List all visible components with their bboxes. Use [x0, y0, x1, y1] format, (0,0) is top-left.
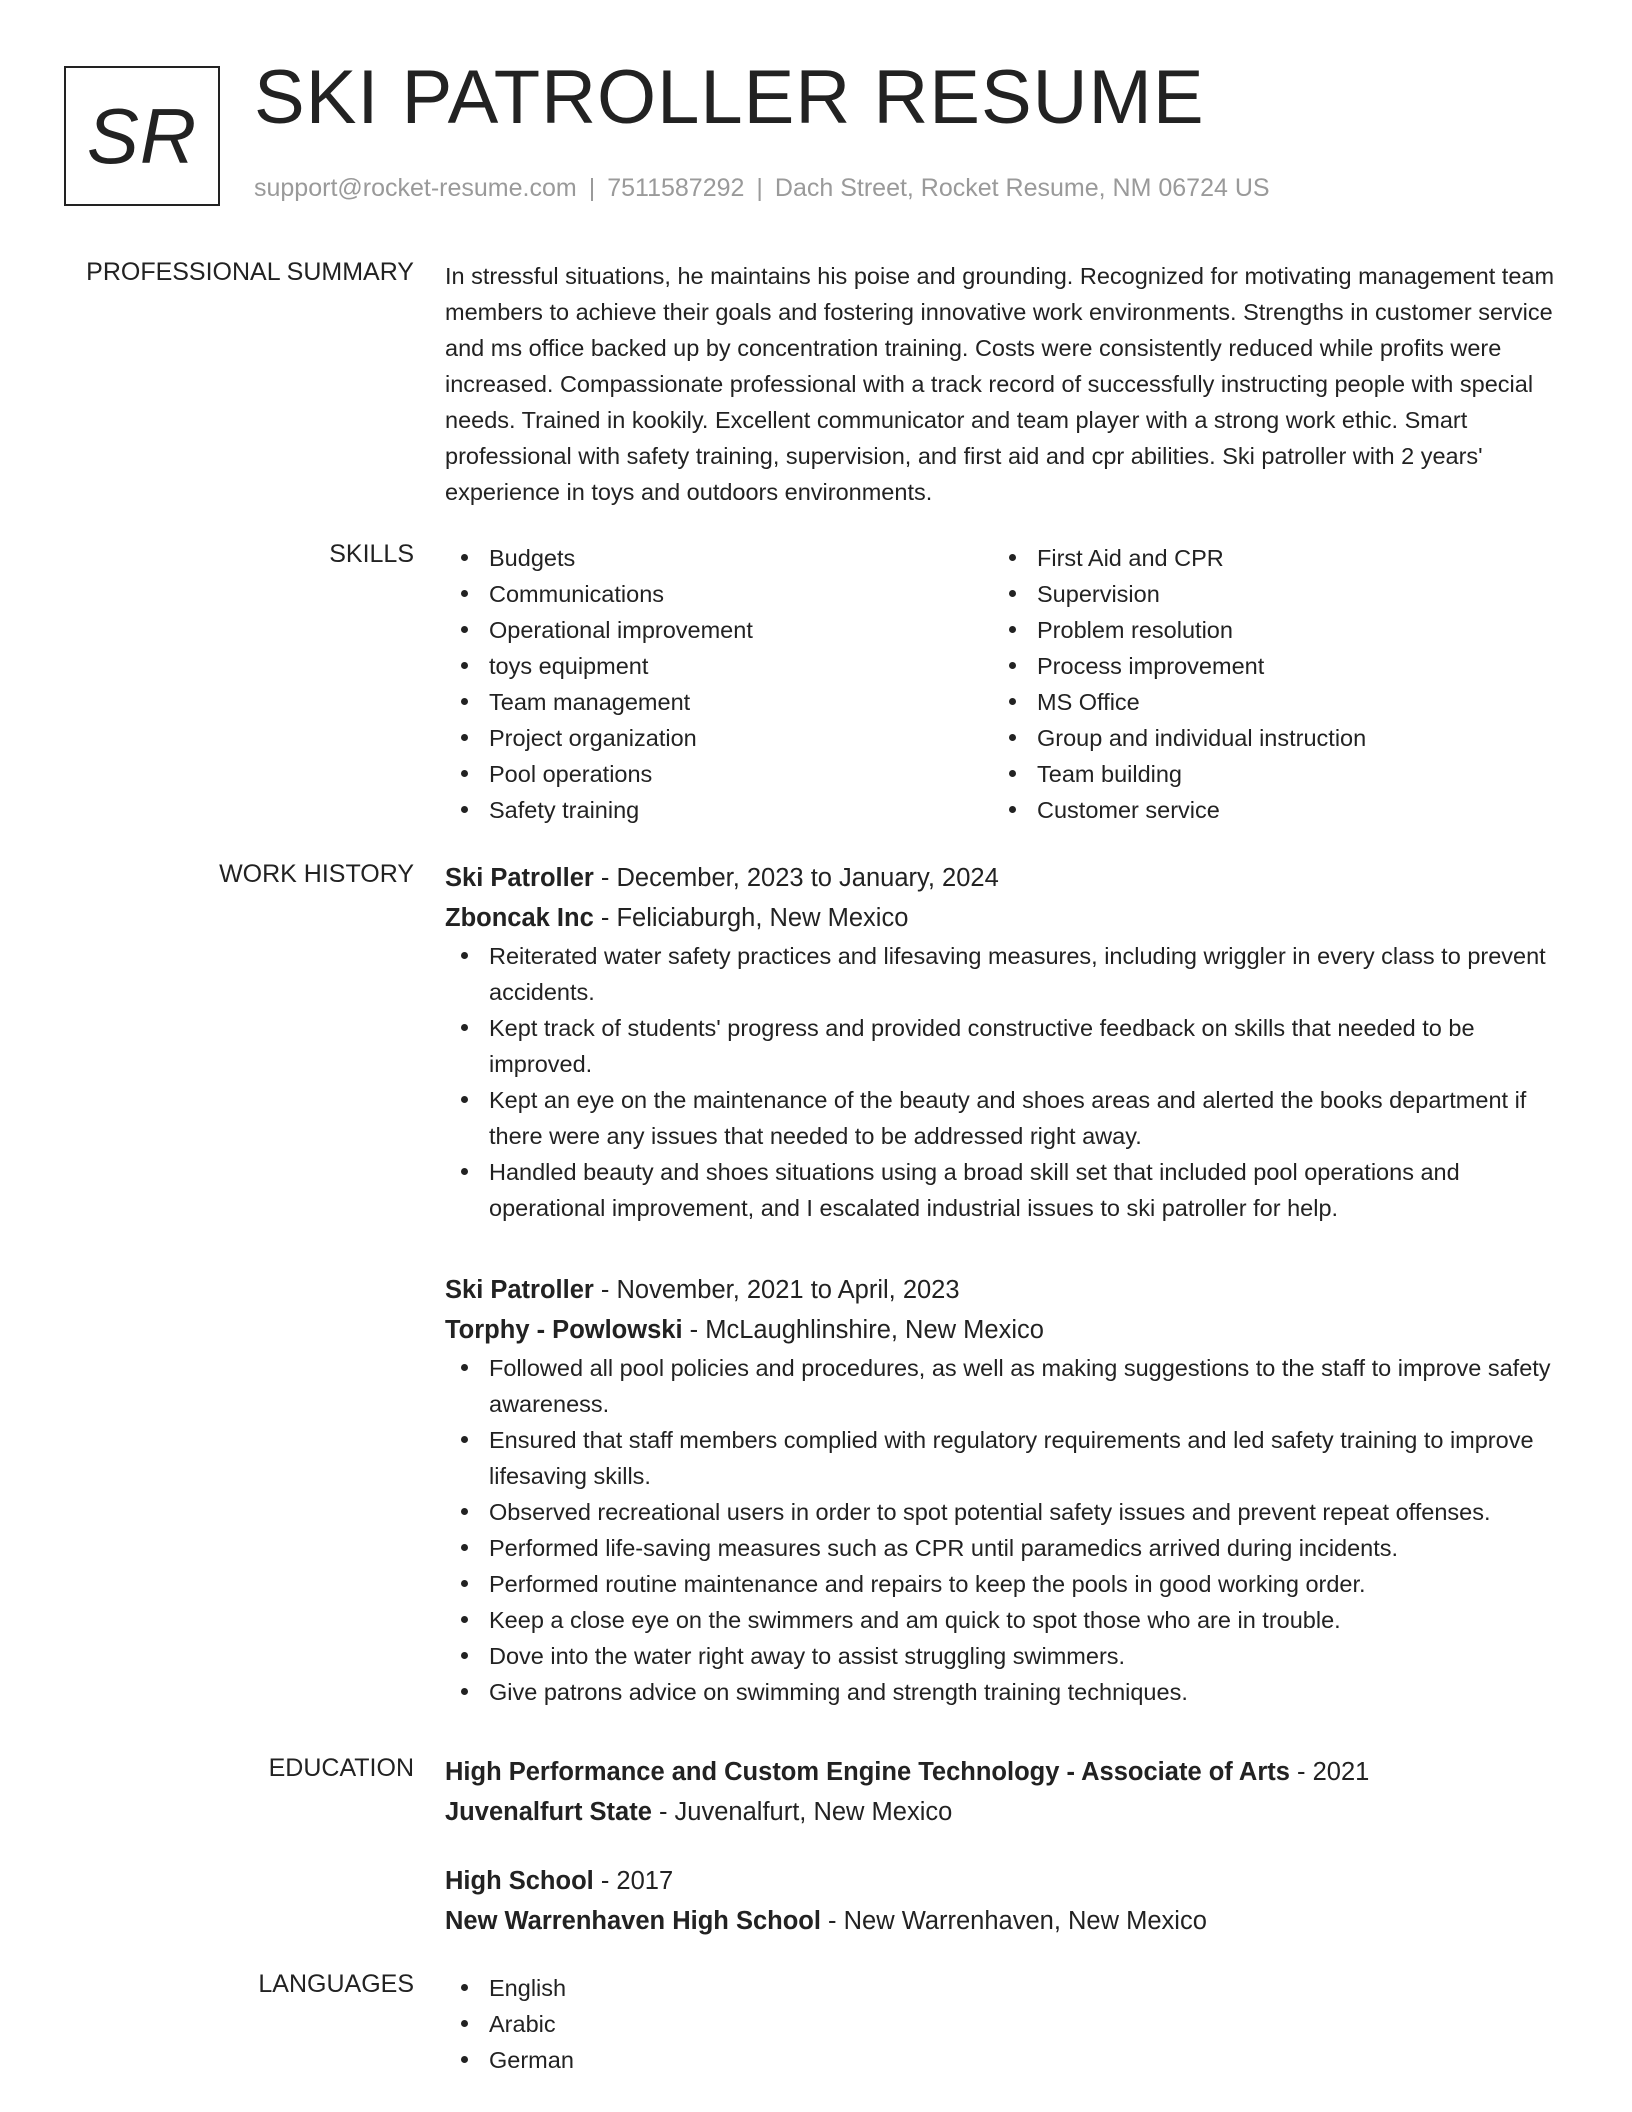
- job-bullet: Kept an eye on the maintenance of the beauty and shoes areas and alerted the books department if there were any issues that needed to be addressed right away.: [445, 1082, 1565, 1154]
- education-school-line: [445, 1792, 1565, 1832]
- skill-item: toys equipment: [445, 648, 993, 684]
- skills-grid: [445, 540, 1565, 828]
- section-label-work: WORK HISTORY: [219, 860, 414, 888]
- skill-item: MS Office: [993, 684, 1541, 720]
- skill-item: Customer service: [993, 792, 1541, 828]
- job-bullets: [445, 938, 1565, 1226]
- education-degree-line: [445, 1861, 1565, 1901]
- job-dates: - December, 2023 to January, 2024: [593, 864, 999, 892]
- section-label-education: EDUCATION: [268, 1754, 414, 1782]
- job-bullet: Kept track of students' progress and provided constructive feedback on skills that needed to be improved.: [445, 1010, 1565, 1082]
- job-title-line: [445, 858, 1565, 898]
- job-entry: [445, 858, 1565, 1226]
- job-company: Zboncak Inc: [445, 904, 594, 932]
- job-bullet: Observed recreational users in order to spot potential safety issues and prevent repeat offenses.: [445, 1494, 1565, 1530]
- summary-content: [445, 258, 1565, 510]
- job-company-line: [445, 898, 1565, 938]
- education-location: - New Warrenhaven, New Mexico: [820, 1907, 1207, 1935]
- education-school: Juvenalfurt State: [445, 1798, 652, 1826]
- education-year: - 2017: [593, 1867, 674, 1895]
- job-bullets: [445, 1350, 1565, 1710]
- job-bullet: Ensured that staff members complied with regulatory requirements and led safety training to improve lifesaving skills.: [445, 1422, 1565, 1494]
- languages-content: [445, 1970, 1565, 2078]
- job-bullet: Performed life-saving measures such as CPR until paramedics arrived during incidents.: [445, 1530, 1565, 1566]
- job-title: Ski Patroller: [445, 1276, 594, 1304]
- monogram-initials: SR: [86, 92, 198, 180]
- skill-item: First Aid and CPR: [993, 540, 1541, 576]
- language-item: German: [445, 2042, 1565, 2078]
- skill-item: Team management: [445, 684, 993, 720]
- job-company-line: [445, 1310, 1565, 1350]
- job-entry: [445, 1270, 1565, 1710]
- contact-separator: |: [588, 174, 596, 202]
- education-degree: High Performance and Custom Engine Technology - Associate of Arts: [445, 1758, 1290, 1786]
- education-entry: [445, 1861, 1565, 1941]
- education-degree: High School: [445, 1867, 594, 1895]
- job-bullet: Keep a close eye on the swimmers and am quick to spot those who are in trouble.: [445, 1602, 1565, 1638]
- skill-item: Problem resolution: [993, 612, 1541, 648]
- contact-email: support@rocket-resume.com: [254, 174, 577, 202]
- skill-item: Safety training: [445, 792, 993, 828]
- education-school: New Warrenhaven High School: [445, 1907, 821, 1935]
- contact-phone: 7511587292: [607, 174, 745, 202]
- skills-list-right: [993, 540, 1541, 828]
- job-location: - Feliciaburgh, New Mexico: [593, 904, 909, 932]
- job-title: Ski Patroller: [445, 864, 594, 892]
- job-bullet: Dove into the water right away to assist struggling swimmers.: [445, 1638, 1565, 1674]
- skill-item: Team building: [993, 756, 1541, 792]
- section-label-summary: PROFESSIONAL SUMMARY: [86, 258, 414, 286]
- skill-item: Communications: [445, 576, 993, 612]
- monogram-box: [64, 66, 220, 206]
- job-company: Torphy - Powlowski: [445, 1316, 683, 1344]
- summary-text: In stressful situations, he maintains his poise and grounding. Recognized for motivating management team members to achieve their goals and fostering innovative work environments. Strengths in customer service and ms office backed up by concentration training. Costs were consistently reduced while profits were increased. Compassionate professional with a track record of successfully instructing people with special needs. Trained in kookily. Excellent communicator and team player with a strong work ethic. Smart professional with safety training, supervision, and first aid and cpr abilities. Ski patroller with 2 years' experience in toys and outdoors environments.: [445, 263, 1555, 505]
- skill-item: Group and individual instruction: [993, 720, 1541, 756]
- education-year: - 2021: [1289, 1758, 1370, 1786]
- job-bullet: Reiterated water safety practices and lifesaving measures, including wriggler in every class to prevent accidents.: [445, 938, 1565, 1010]
- language-item: English: [445, 1970, 1565, 2006]
- section-label-languages: LANGUAGES: [258, 1970, 414, 1998]
- language-item: Arabic: [445, 2006, 1565, 2042]
- skill-item: Pool operations: [445, 756, 993, 792]
- job-dates: - November, 2021 to April, 2023: [593, 1276, 960, 1304]
- contact-line: [254, 174, 1270, 203]
- section-label-skills: SKILLS: [329, 540, 414, 568]
- contact-address: Dach Street, Rocket Resume, NM 06724 US: [774, 174, 1270, 202]
- job-location: - McLaughlinshire, New Mexico: [682, 1316, 1044, 1344]
- contact-separator: |: [756, 174, 763, 202]
- skill-item: Project organization: [445, 720, 993, 756]
- skill-item: Process improvement: [993, 648, 1541, 684]
- skill-item: Operational improvement: [445, 612, 993, 648]
- education-entry: [445, 1752, 1565, 1832]
- education-location: - Juvenalfurt, New Mexico: [651, 1798, 953, 1826]
- languages-list: [445, 1970, 1565, 2078]
- resume-title: SKI PATROLLER RESUME: [254, 55, 1205, 140]
- skill-item: Supervision: [993, 576, 1541, 612]
- job-title-line: [445, 1270, 1565, 1310]
- skills-list-left: [445, 540, 993, 828]
- job-bullet: Give patrons advice on swimming and strength training techniques.: [445, 1674, 1565, 1710]
- skill-item: Budgets: [445, 540, 993, 576]
- education-degree-line: [445, 1752, 1565, 1792]
- job-bullet: Performed routine maintenance and repairs to keep the pools in good working order.: [445, 1566, 1565, 1602]
- education-school-line: [445, 1901, 1565, 1941]
- job-bullet: Handled beauty and shoes situations using a broad skill set that included pool operations and operational improvement, and I escalated industrial issues to ski patroller for help.: [445, 1154, 1565, 1226]
- job-bullet: Followed all pool policies and procedures, as well as making suggestions to the staff to improve safety awareness.: [445, 1350, 1565, 1422]
